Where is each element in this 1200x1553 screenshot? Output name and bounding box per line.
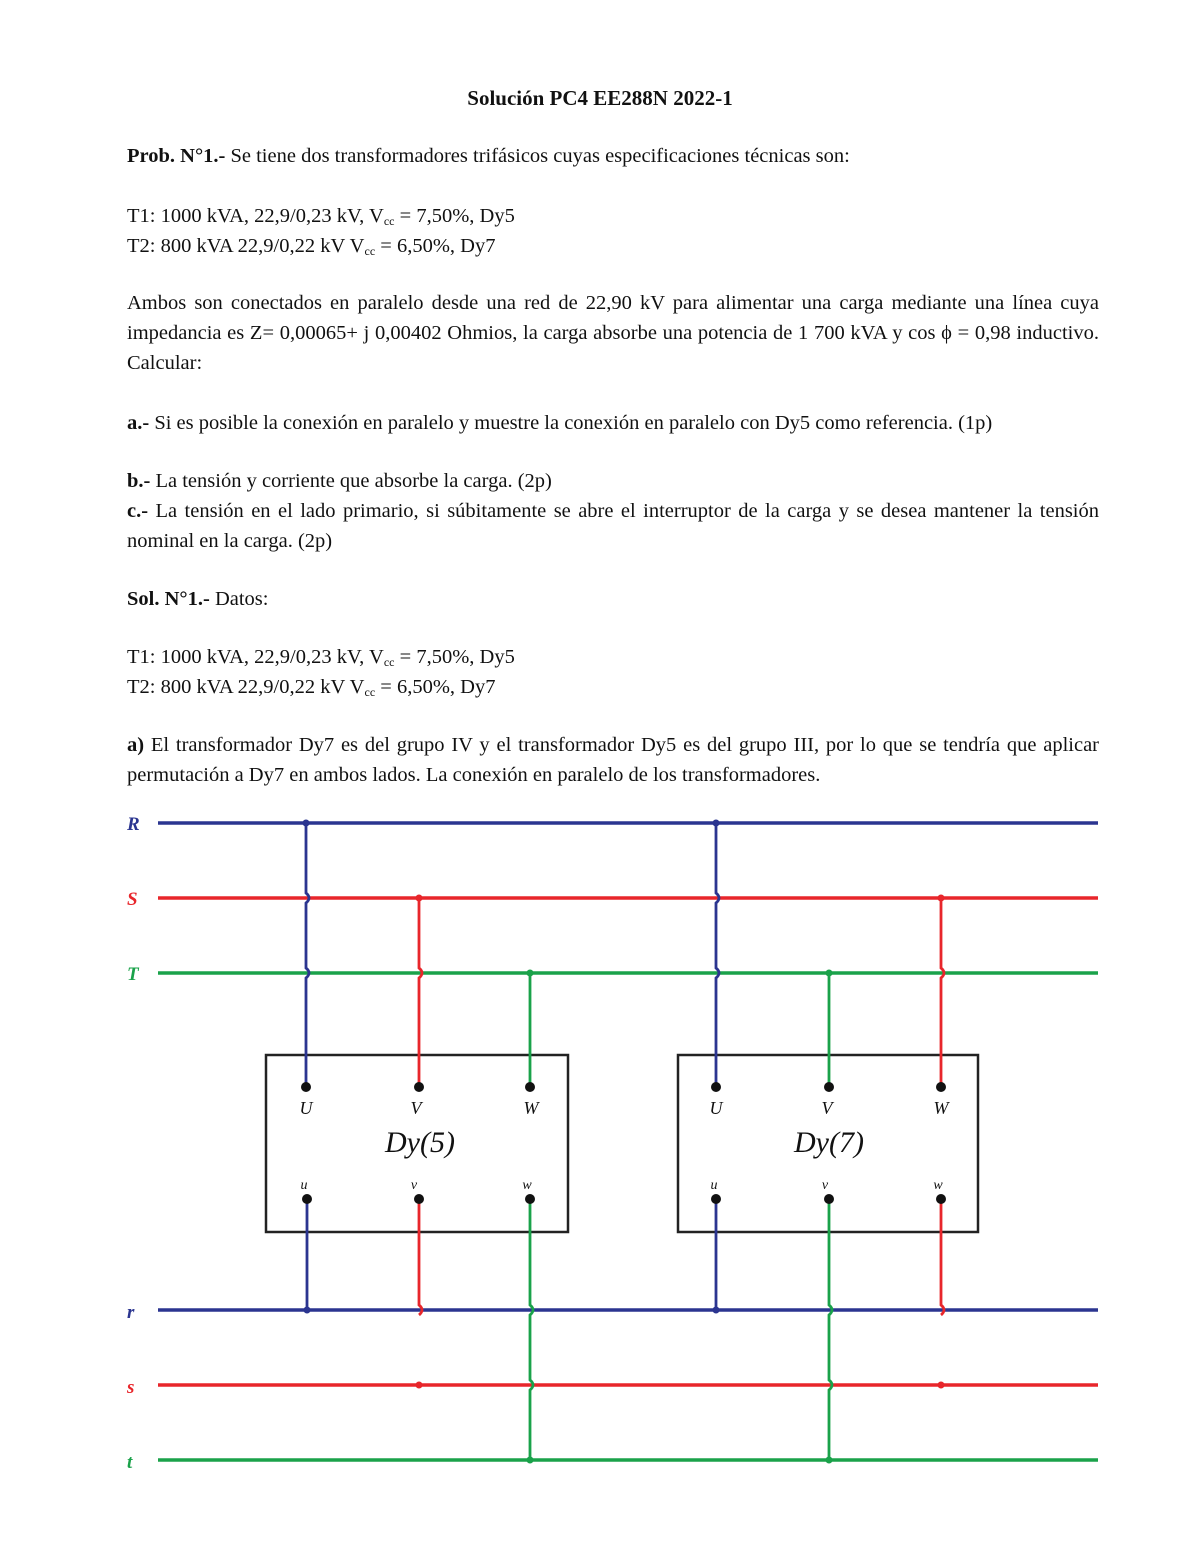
terminal-dot [824, 1082, 834, 1092]
terminal-dot [824, 1194, 834, 1204]
t1-w-to-t-wire [530, 1199, 533, 1460]
bus-label-r: r [127, 1302, 135, 1323]
terminal-dot [302, 1194, 312, 1204]
t1-terminal-U: U [299, 1098, 313, 1118]
junction-dot [826, 1457, 833, 1464]
t2-terminal-v: v [821, 1178, 829, 1193]
page-title: Solución PC4 EE288N 2022-1 [467, 86, 733, 110]
solution-answer-a: a) El transformador Dy7 es del grupo IV y el transformador Dy5 es del grupo III, por lo que se tendría que aplicar permutación a Dy7 en ambos lados. La conexión en paralelo de los transformadores. [127, 734, 1099, 786]
t2-terminal-u: u [710, 1178, 718, 1193]
t1-U-to-R-wire [306, 823, 309, 1087]
junction-dot [938, 1382, 945, 1389]
t1-vector-group: Dy(5) [385, 1126, 455, 1159]
solution-heading: Sol. N°1.- [127, 588, 210, 610]
problem-intro: Prob. N°1.- Se tiene dos transformadores trifásicos cuyas especificaciones técnicas son: [127, 145, 850, 167]
t2-U-to-R-wire [716, 823, 719, 1087]
terminal-dot [525, 1082, 535, 1092]
terminal-dot [414, 1194, 424, 1204]
bus-label-T: T [127, 964, 139, 985]
terminal-dot [525, 1194, 535, 1204]
t2-vector-group: Dy(7) [794, 1126, 864, 1159]
bus-label-s: s [127, 1377, 135, 1398]
parallel-connection-diagram [0, 800, 1200, 1500]
t2-v-to-t-wire [829, 1199, 832, 1460]
t1-terminal-W: W [523, 1098, 539, 1118]
problem-heading: Prob. N°1.- [127, 145, 226, 167]
bus-label-R: R [127, 814, 140, 835]
bus-label-t: t [127, 1452, 133, 1473]
terminal-dot [711, 1194, 721, 1204]
t2-terminal-V: V [821, 1098, 833, 1118]
question-c: c.- La tensión en el lado primario, si súbitamente se abre el interruptor de la carga y se desea mantener la tensión nominal en la carga. (2p) [127, 500, 1099, 552]
solution-intro: Sol. N°1.- Datos: [127, 588, 269, 610]
t1-terminal-w: w [522, 1178, 532, 1193]
junction-dot [304, 1307, 311, 1314]
junction-dot [416, 895, 423, 902]
terminal-dot [301, 1082, 311, 1092]
bus-label-S: S [127, 889, 138, 910]
terminal-dot [936, 1194, 946, 1204]
junction-dot [303, 820, 310, 827]
terminal-dot [414, 1082, 424, 1092]
terminal-dot [936, 1082, 946, 1092]
t1-terminal-v: v [410, 1178, 418, 1193]
t1-terminal-u: u [300, 1178, 308, 1193]
solution-t1-spec: T1: 1000 kVA, 22,9/0,23 kV, $V_{cc} = 7,50\%$, Dy5 [127, 646, 515, 669]
junction-dot [713, 820, 720, 827]
junction-dot [527, 1457, 534, 1464]
junction-dot [713, 1307, 720, 1314]
t2-terminal-W: W [933, 1098, 949, 1118]
problem-t1-spec: T1: 1000 kVA, 22,9/0,23 kV, $V_{cc} = 7,50\%$, Dy5 [127, 205, 515, 228]
solution-t2-spec: T2: 800 kVA 22,9/0,22 kV $V_{cc} = 6,50\%$, Dy7 [127, 676, 496, 699]
junction-dot [938, 895, 945, 902]
t2-terminal-w: w [933, 1178, 943, 1193]
problem-t2-spec: T2: 800 kVA 22,9/0,22 kV $V_{cc} = 6,50\%$, Dy7 [127, 235, 496, 258]
junction-dot [527, 970, 534, 977]
question-b: b.- La tensión y corriente que absorbe la carga. (2p) [127, 470, 552, 492]
junction-dot [826, 970, 833, 977]
question-a: a.- Si es posible la conexión en paralelo y muestre la conexión en paralelo con Dy5 como referencia. (1p) [127, 412, 993, 434]
t1-terminal-V: V [410, 1098, 422, 1118]
junction-dot [416, 1382, 423, 1389]
problem-statement: Ambos son conectados en paralelo desde una red de 22,90 kV para alimentar una carga mediante una línea cuya impedancia es Z= 0,00065+ j 0,00402 Ohmios, la carga absorbe una potencia de 1 700 kVA y cos ϕ = 0,98 inductivo. Calcular: [127, 292, 1099, 374]
t2-terminal-U: U [709, 1098, 723, 1118]
terminal-dot [711, 1082, 721, 1092]
